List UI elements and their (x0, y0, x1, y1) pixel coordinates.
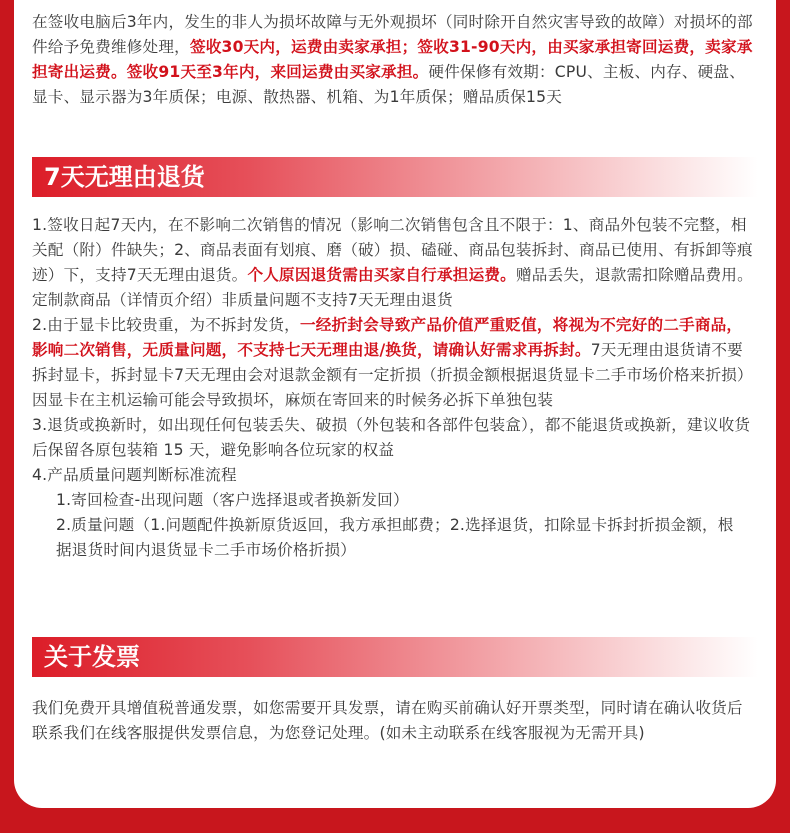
invoice-section-header (32, 637, 758, 677)
warranty-text-a: 在签收电脑后3年内，发生的非人为损坏故障与无外观损坏（同时除开自然灾害导致的故障）对损坏的部件给予免费维修处理， (32, 13, 753, 56)
returns-item-2 (32, 313, 754, 413)
returns-item-1 (32, 213, 754, 313)
returns-section-title: 7天无理由退货 (44, 163, 205, 191)
returns-item-2-highlight: 一经折封会导致产品价值严重贬值，将视为不完好的二手商品，影响二次销售，无质量问题，不支持七天无理由退/换货，请确认好需求再拆封。 (32, 316, 743, 359)
warranty-shipping-highlight: 签收30天内，运费由卖家承担；签收31-90天内，由买家承担寄回运费，卖家承担寄出运费。签收91天至3年内，来回运费由买家承担。 (32, 38, 753, 81)
returns-section-header (32, 157, 758, 197)
returns-item-4-sub-2: 2.质量问题（1.问题配件换新原货返回，我方承担邮费；2.选择退货，扣除显卡拆封折损金额，根据退货时间内退货显卡二手市场价格折损） (56, 516, 734, 559)
returns-item-1-text-b: 赠品丢失，退款需扣除赠品费用。定制款商品（详情页介绍）非质量问题不支持7天无理由退货 (32, 266, 753, 309)
policy-card (14, 0, 776, 808)
invoice-paragraph: 我们免费开具增值税普通发票，如您需要开具发票，请在购买前确认好开票类型，同时请在确认收货后联系我们在线客服提供发票信息，为您登记处理。(如未主动联系在线客服视为无需开具) (32, 699, 743, 742)
returns-item-1-text-a: 1.签收日起7天内，在不影响二次销售的情况（影响二次销售包含且不限于：1、商品外包装不完整，相关配（附）件缺失；2、商品表面有划痕、磨（破）损、磕碰、商品包装拆封、商品已使用、有拆卸等痕迹）下，支持7天无理由退货。 (32, 216, 753, 284)
warranty-text-b: 硬件保修有效期：CPU、主板、内存、硬盘、显卡、显示器为3年质保；电源、散热器、机箱、为1年质保；赠品质保15天 (32, 63, 746, 106)
returns-item-4: 4.产品质量问题判断标准流程 (32, 466, 237, 484)
returns-section-body (32, 213, 754, 563)
warranty-paragraph (32, 10, 754, 110)
returns-item-3: 3.退货或换新时，如出现任何包装丢失、破损（外包装和各部件包装盒），都不能退货或换新，建议收货后保留各原包装箱 15 天，避免影响各位玩家的权益 (32, 416, 751, 459)
returns-item-1-highlight: 个人原因退货需由买家自行承担运费。 (247, 266, 516, 284)
returns-item-2-text-a: 2.由于显卡比较贵重，为不拆封发货， (32, 316, 300, 334)
returns-item-2-text-b: 7天无理由退货请不要拆封显卡，拆封显卡7天无理由会对退款金额有一定折损（折损金额根据退货显卡二手市场价格来折损）因显卡在主机运输可能会导致损坏，麻烦在寄回来的时候务必拆下单独包装 (32, 341, 753, 409)
invoice-section-title: 关于发票 (44, 643, 140, 671)
returns-item-4-sub-1: 1.寄回检查-出现问题（客户选择退或者换新发回） (56, 491, 409, 509)
